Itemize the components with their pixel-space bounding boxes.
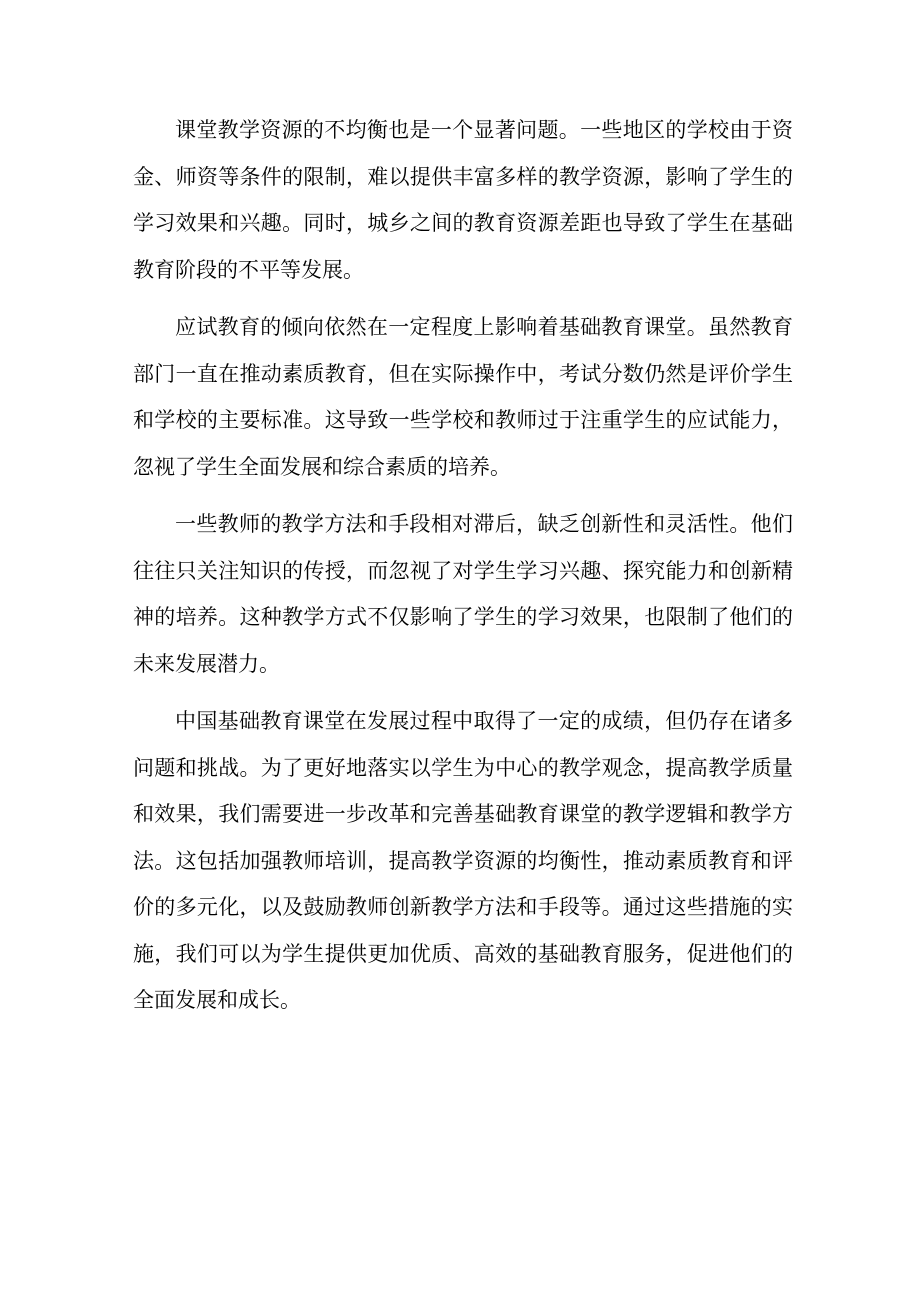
paragraph-resource-imbalance: 课堂教学资源的不均衡也是一个显著问题。一些地区的学校由于资金、师资等条件的限制，难以提供丰富多样的教学资源，影响了学生的学习效果和兴趣。同时，城乡之间的教育资源差距也导致了学生在基础教育阶段的不平等发展。 <box>133 118 793 282</box>
paragraph-exam-oriented: 应试教育的倾向依然在一定程度上影响着基础教育课堂。虽然教育部门一直在推动素质教育，但在实际操作中，考试分数仍然是评价学生和学校的主要标准。这导致一些学校和教师过于注重学生的应试能力，忽视了学生全面发展和综合素质的培养。 <box>133 315 793 479</box>
document-body <box>133 107 793 1035</box>
paragraph-conclusion: 中国基础教育课堂在发展过程中取得了一定的成绩，但仍存在诸多问题和挑战。为了更好地落实以学生为中心的教学观念，提高教学质量和效果，我们需要进一步改革和完善基础教育课堂的教学逻辑和教学方法。这包括加强教师培训，提高教学资源的均衡性，推动素质教育和评价的多元化，以及鼓励教师创新教学方法和手段等。通过这些措施的实施，我们可以为学生提供更加优质、高效的基础教育服务，促进他们的全面发展和成长。 <box>133 709 793 1012</box>
paragraph-teaching-methods: 一些教师的教学方法和手段相对滞后，缺乏创新性和灵活性。他们往往只关注知识的传授，而忽视了对学生学习兴趣、探究能力和创新精神的培养。这种教学方式不仅影响了学生的学习效果，也限制了他们的未来发展潜力。 <box>133 512 793 676</box>
